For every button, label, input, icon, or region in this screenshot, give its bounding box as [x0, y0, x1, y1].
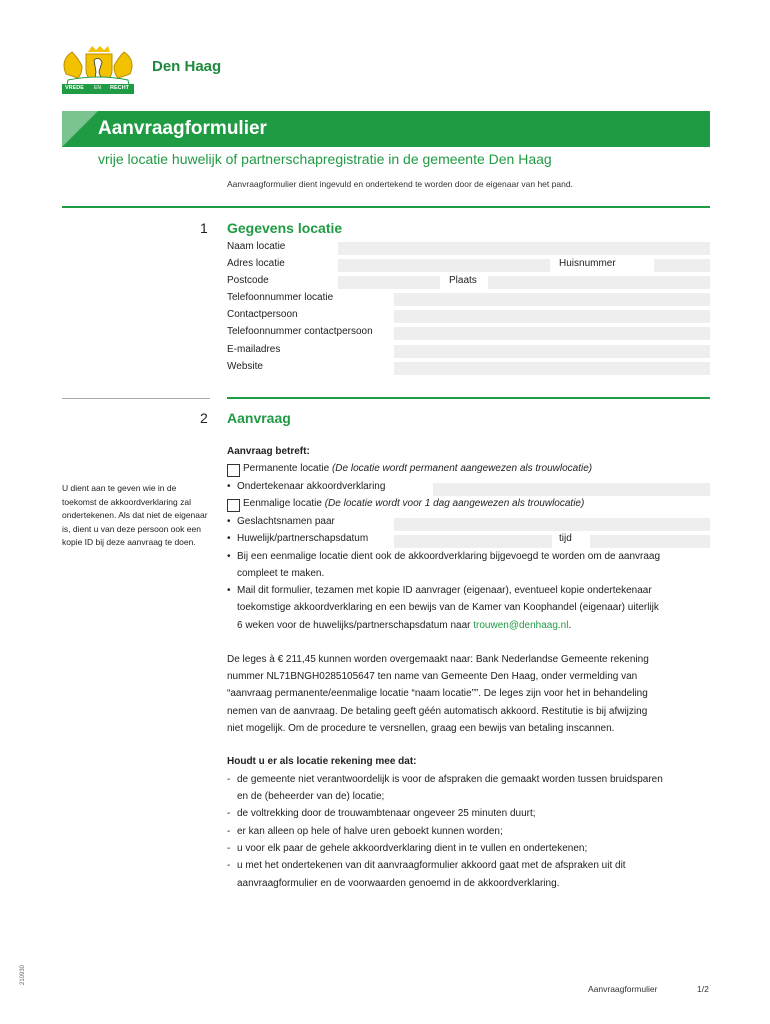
label-email: E-mailadres [227, 344, 281, 355]
betreft-heading: Aanvraag betreft: [227, 446, 310, 457]
permanent-label: Permanente locatie (De locatie wordt permanent aangewezen als trouwlocatie) [243, 463, 593, 474]
list-item-cont: toekomstige akkoordverklaring en een bewijs van de Kamer van Koophandel (eigenaar) uiterlijk [237, 602, 659, 613]
org-name: Den Haag [152, 58, 222, 75]
logo-banner-left: VREDE [65, 85, 84, 91]
footer-doc-name: Aanvraagformulier [588, 984, 658, 994]
list-item: - de voltrekking door de trouwambtenaar ongeveer 25 minuten duurt; [227, 808, 536, 819]
side-note: U dient aan te geven wie in de toekomst de akkoordverklaring zal ondertekenen. Als dat niet de eigenaar is, dient u van deze persoon ook een kopie ID bij deze aanvraag te doen. [62, 483, 208, 547]
postcode-field[interactable] [338, 276, 440, 289]
label-telefoon-locatie: Telefoonnummer locatie [227, 292, 334, 303]
list-item: - u voor elk paar de gehele akkoordverklaring dient in te vullen en ondertekenen; [227, 843, 588, 854]
logo-banner-right: RECHT [110, 85, 129, 91]
footer-page-number: 1/2 [697, 984, 709, 994]
leges-line: nemen van de aanvraag. De betaling geeft géén automatisch akkoord. Restitutie is bij afwijzing [227, 706, 648, 717]
leges-line: niet mogelijk. Om de procedure te versnellen, graag een bewijs van betaling inscannen. [227, 723, 615, 734]
leges-line: De leges à € 211,45 kunnen worden overgemaakt naar: Bank Nederlandse Gemeente rekening [227, 654, 649, 665]
permanent-checkbox[interactable] [227, 464, 240, 477]
logo-banner-mid: EN [94, 85, 101, 91]
list-item: • Geslachtsnamen paar [227, 516, 335, 527]
email-field[interactable] [394, 345, 710, 358]
list-item-cont: 6 weken voor de huwelijks/partnerschapsdatum naar trouwen@denhaag.nl. [237, 620, 572, 631]
banner-fold [62, 111, 98, 147]
label-postcode: Postcode [227, 275, 269, 286]
ondertekenaar-field[interactable] [433, 483, 710, 496]
eenmalig-checkbox[interactable] [227, 499, 240, 512]
datum-field[interactable] [394, 535, 552, 548]
list-item-cont: compleet te maken. [237, 568, 325, 579]
label-contactpersoon: Contactpersoon [227, 309, 298, 320]
section-number: 2 [200, 410, 208, 426]
label-website: Website [227, 361, 263, 372]
naam-locatie-field[interactable] [338, 242, 710, 255]
label-adres-locatie: Adres locatie [227, 258, 285, 269]
section-divider [62, 206, 710, 208]
huisnummer-field[interactable] [654, 259, 710, 272]
eenmalig-label: Eenmalige locatie (De locatie wordt voor 1 dag aangewezen als trouwlocatie) [243, 498, 585, 509]
list-item: - u met het ondertekenen van dit aanvraagformulier akkoord gaat met de afspraken uit dit [227, 860, 626, 871]
list-item-cont: aanvraagformulier en de voorwaarden genoemd in de akkoordverklaring. [237, 878, 560, 889]
telefoon-locatie-field[interactable] [394, 293, 710, 306]
list-item: • Ondertekenaar akkoordverklaring [227, 481, 386, 492]
adres-locatie-field[interactable] [338, 259, 550, 272]
section-title: Gegevens locatie [227, 220, 343, 236]
section-divider [227, 397, 710, 399]
page-subtitle: vrije locatie huwelijk of partnerschapregistratie in de gemeente Den Haag [98, 151, 552, 167]
list-item: • Huwelijk/partnerschapsdatum [227, 533, 369, 544]
plaats-field[interactable] [488, 276, 710, 289]
label-huisnummer: Huisnummer [559, 258, 616, 269]
list-item: - de gemeente niet verantwoordelijk is voor de afspraken die gemaakt worden tussen bruidsparen [227, 774, 663, 785]
label-telefoon-contact: Telefoonnummer contactpersoon [227, 326, 373, 337]
telefoon-contact-field[interactable] [394, 327, 710, 340]
list-item: • Mail dit formulier, tezamen met kopie ID aanvrager (eigenaar), eventueel kopie ondertekenaar [227, 585, 652, 596]
label-naam-locatie: Naam locatie [227, 241, 286, 252]
rekening-heading: Houdt u er als locatie rekening mee dat: [227, 756, 417, 767]
tijd-field[interactable] [590, 535, 710, 548]
contactpersoon-field[interactable] [394, 310, 710, 323]
den-haag-logo [58, 44, 138, 96]
list-item: • Bij een eenmalige locatie dient ook de akkoordverklaring bijgevoegd te worden om de aanvraag [227, 551, 661, 562]
label-plaats: Plaats [449, 275, 477, 286]
intro-text: Aanvraagformulier dient ingevuld en ondertekend te worden door de eigenaar van het pand. [227, 179, 573, 189]
list-item: - er kan alleen op hele of halve uren geboekt kunnen worden; [227, 826, 503, 837]
list-item-cont: en de (beheerder van de) locatie; [237, 791, 385, 802]
section-number: 1 [200, 220, 208, 236]
page-title: Aanvraagformulier [98, 118, 267, 139]
email-link[interactable]: trouwen@denhaag.nl [473, 620, 569, 631]
section-title: Aanvraag [227, 410, 291, 426]
label-tijd: tijd [559, 533, 572, 544]
geslachtsnamen-field[interactable] [394, 518, 710, 531]
website-field[interactable] [394, 362, 710, 375]
leges-line: “aanvraag permanente/eenmalige locatie “naam locatie””. De leges zijn voor het in behandeling [227, 688, 648, 699]
side-divider [62, 398, 210, 399]
document-code: 210930 [20, 964, 26, 985]
leges-line: nummer NL71BNGH0285105647 ten name van Gemeente Den Haag, onder vermelding van [227, 671, 638, 682]
